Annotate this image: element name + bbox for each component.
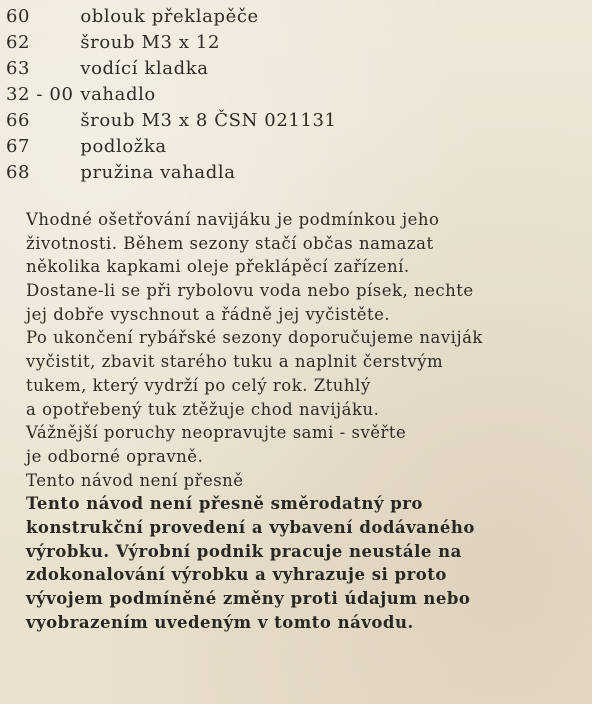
part-number: 66 [6,110,31,131]
body-line: Dostane-li se při rybolovu voda nebo písek, nechte [26,281,474,301]
disclaimer-line: konstrukční provedení a vybavení dodávaného [26,517,475,537]
part-description: vahadlo [80,84,156,105]
body-line: jej dobře vyschnout a řádně jej vyčistěte. [26,304,391,324]
body-line: Vážnější poruchy neopravujte sami - svěřte [26,423,407,443]
body-line: a opotřebený tuk ztěžuje chod navijáku. [26,399,380,419]
part-row-68 [6,160,566,186]
part-row-62 [6,30,566,56]
part-number: 68 [6,162,31,183]
body-line: Vhodné ošetřování navijáku je podmínkou jeho [26,210,440,229]
part-row-32-00 [6,82,566,108]
disclaimer-line: výrobku. Výrobní podnik pracuje neustále na [26,541,462,561]
body-line: Po ukončení rybářské sezony doporučujeme naviják [26,328,483,348]
part-description: vodící kladka [80,58,209,79]
part-row-60 [6,4,566,30]
disclaimer-line: zdokonalování výrobku a vyhrazuje si proto [26,565,447,585]
body-line: je odborné opravně. [26,446,204,466]
part-description: šroub M3 x 12 [80,32,221,53]
part-number: 67 [6,136,31,157]
part-description: šroub M3 x 8 ČSN 021131 [80,110,337,131]
maintenance-text [26,208,592,634]
disclaimer-line: vývojem podmíněné změny proti údajum nebo [26,589,471,608]
body-line: vyčistit, zbavit starého tuku a naplnit čerstvým [26,352,444,372]
part-description: oblouk překlapěče [80,6,259,27]
part-number: 32 - 00 [6,84,74,105]
part-row-63 [6,56,566,82]
part-number: 63 [6,58,31,79]
body-line: několika kapkami oleje překlápěcí zařízení. [26,257,410,277]
part-row-67 [6,134,566,160]
body-line: tukem, který vydrží po celý rok. Ztuhlý [26,375,371,395]
part-description: pružina vahadla [80,162,236,183]
part-row-66 [6,108,566,134]
struck-line: Tento návod není přesně [26,470,244,490]
disclaimer-line: Tento návod není přesně směrodatný pro [26,494,423,514]
body-line: životnosti. Během sezony stačí občas namazat [26,233,434,253]
part-number: 62 [6,32,31,53]
part-description: podložka [80,136,167,157]
disclaimer-line: vyobrazením uvedeným v tomto návodu. [26,612,414,632]
parts-list [6,4,566,186]
part-number: 60 [6,6,31,27]
